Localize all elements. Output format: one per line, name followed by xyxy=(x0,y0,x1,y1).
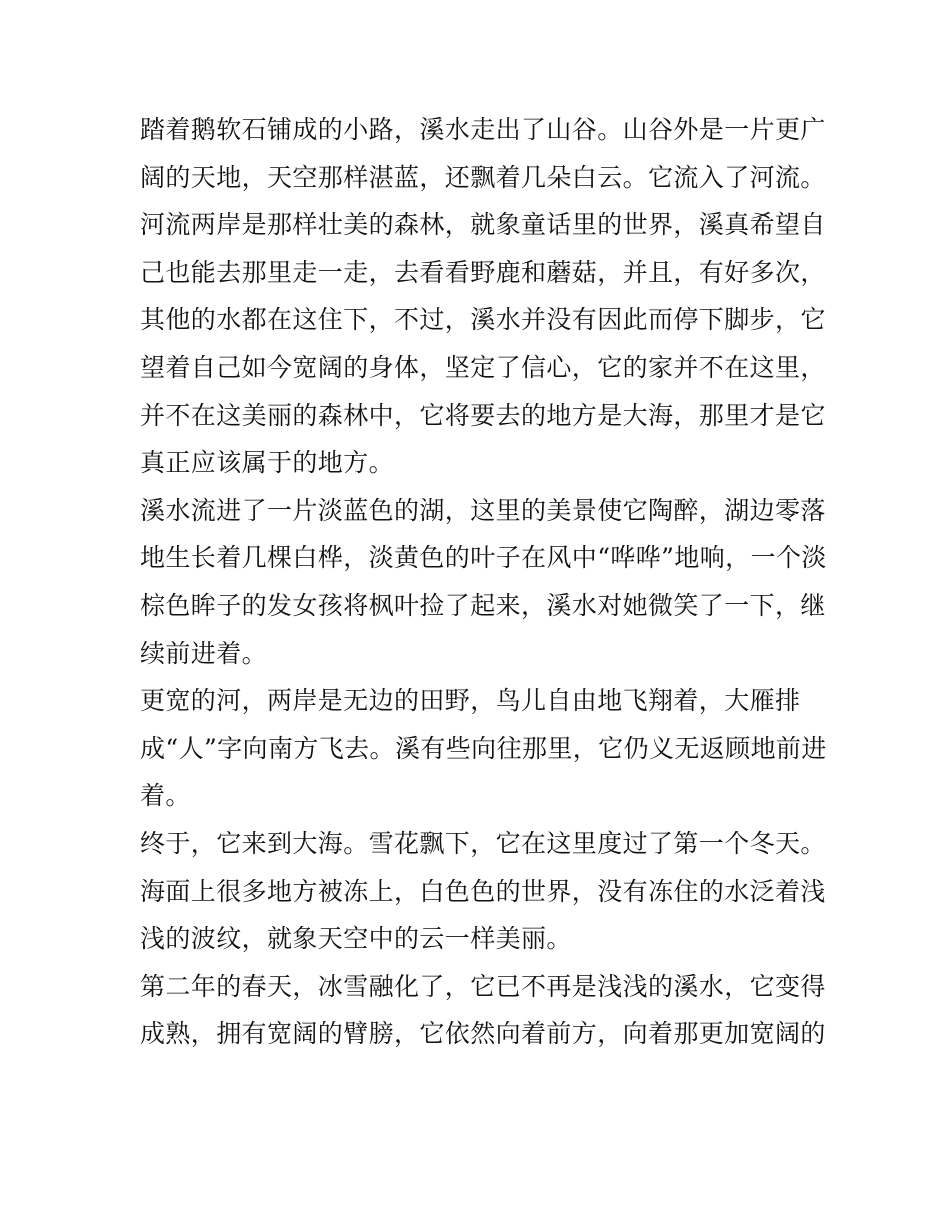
text-line: 溪水流进了一片淡蓝色的湖，这里的美景使它陶醉，湖边零落 xyxy=(140,495,826,525)
text-line: 终于，它来到大海。雪花飘下，它在这里度过了第一个冬天。 xyxy=(140,828,826,858)
text-line: 第二年的春天，冰雪融化了，它已不再是浅浅的溪水，它变得 xyxy=(140,971,826,1001)
text-line: 更宽的河，两岸是无边的田野，鸟儿自由地飞翔着，大雁排 xyxy=(140,686,801,716)
text-line: 棕色眸子的发女孩将枫叶捡了起来，溪水对她微笑了一下，继 xyxy=(140,590,826,620)
text-line: 着。 xyxy=(140,781,191,811)
text-line: 地生长着几棵白桦，淡黄色的叶子在风中“哗哗”地响，一个淡 xyxy=(140,543,827,573)
text-line: 己也能去那里走一走，去看看野鹿和蘑菇，并且，有好多次， xyxy=(140,257,826,287)
text-line: 望着自己如今宽阔的身体，坚定了信心，它的家并不在这里， xyxy=(140,352,826,382)
body-text xyxy=(140,106,827,1058)
text-line: 河流两岸是那样壮美的森林，就象童话里的世界，溪真希望自 xyxy=(140,210,826,240)
text-line: 海面上很多地方被冻上，白色色的世界，没有冻住的水泛着浅 xyxy=(140,876,826,906)
text-line: 成“人”字向南方飞去。溪有些向往那里，它仍义无返顾地前进 xyxy=(140,733,827,763)
text-line: 并不在这美丽的森林中，它将要去的地方是大海，那里才是它 xyxy=(140,400,826,430)
text-line: 浅的波纹，就象天空中的云一样美丽。 xyxy=(140,924,572,954)
text-line: 真正应该属于的地方。 xyxy=(140,448,395,478)
text-line: 踏着鹅软石铺成的小路，溪水走出了山谷。山谷外是一片更广 xyxy=(140,115,826,144)
text-line: 其他的水都在这住下，不过，溪水并没有因此而停下脚步，它 xyxy=(140,305,826,335)
text-line: 成熟，拥有宽阔的臂膀，它依然向着前方，向着那更加宽阔的 xyxy=(140,1019,826,1049)
text-line: 阔的天地，天空那样湛蓝，还飘着几朵白云。它流入了河流。 xyxy=(140,162,826,192)
text-line: 续前进着。 xyxy=(140,638,268,668)
